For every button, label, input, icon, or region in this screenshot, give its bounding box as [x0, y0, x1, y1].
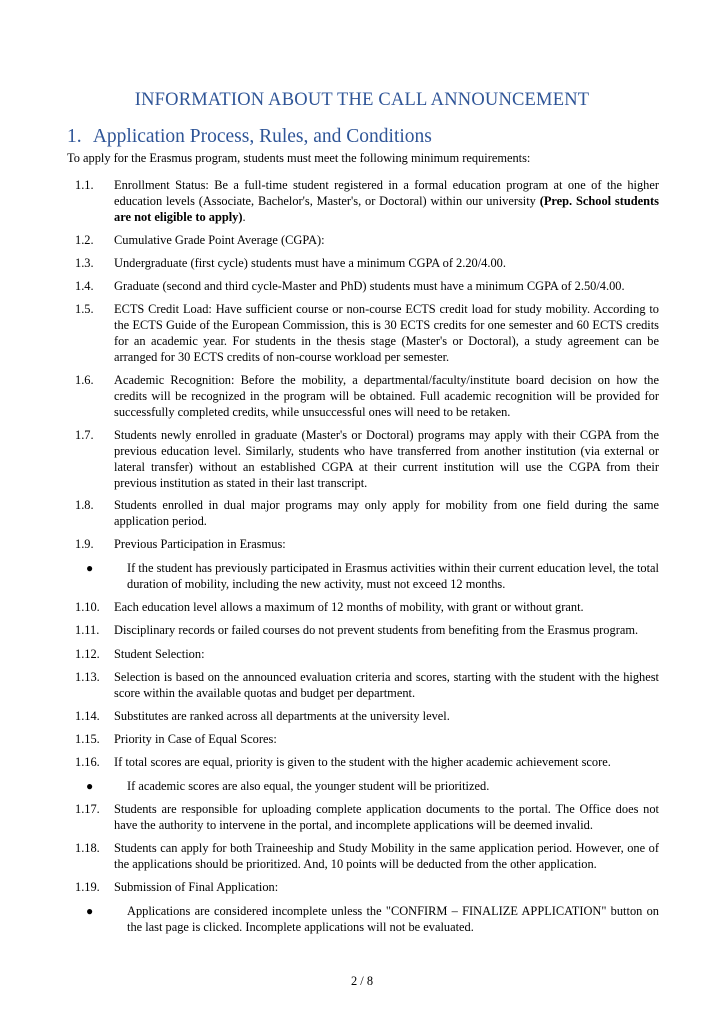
item-text: If total scores are equal, priority is given to the student with the higher academic achievement score.: [114, 755, 611, 769]
item-text: Previous Participation in Erasmus:: [114, 537, 286, 551]
item-text-main: Enrollment Status: Be a full-time student registered in a formal education program at one of the higher education levels (Associate, Bachelor's, Master's, or Doctoral) within our university: [114, 178, 659, 208]
item-number: 1.8.: [75, 498, 94, 512]
item-text: ECTS Credit Load: Have sufficient course or non-course ECTS credit load for study mobility. According to the ECTS Guide of the European Commission, this is 30 ECTS credits for one semester and 60 ECTS credits for an academic year. For students in the thesis stage (Master's or Doctoral), a study agreement can be arranged for 30 ECTS credits of non-course workload per semester.: [114, 302, 659, 364]
item-text: If academic scores are also equal, the younger student will be prioritized.: [127, 779, 490, 793]
item-number: 1.7.: [75, 428, 94, 442]
item-text-tail: .: [242, 210, 246, 224]
item-number: 1.17.: [75, 802, 100, 816]
bullet-dot-icon: ●: [86, 561, 94, 575]
section-intro: To apply for the Erasmus program, students must meet the following minimum requirements:: [67, 151, 531, 165]
item-number: 1.11.: [75, 623, 100, 637]
item-text: Selection is based on the announced evaluation criteria and scores, starting with the student with the highest score within the available quotas and budget per department.: [114, 670, 659, 700]
item-number: 1.13.: [75, 670, 100, 684]
section-heading: [67, 126, 432, 148]
item-number: 1.9.: [75, 537, 94, 551]
item-text: Submission of Final Application:: [114, 880, 279, 894]
item-number: 1.2.: [75, 233, 94, 247]
item-text: Cumulative Grade Point Average (CGPA):: [114, 233, 325, 247]
item-number: 1.16.: [75, 755, 100, 769]
page-title: INFORMATION ABOUT THE CALL ANNOUNCEMENT: [134, 90, 590, 110]
item-text-bold: (Prep. School students are not eligible to apply): [114, 194, 659, 224]
item-number: 1.6.: [75, 373, 94, 387]
item-number: 1.1.: [75, 178, 94, 192]
item-text: Students enrolled in dual major programs may only apply for mobility from one field during the same application period.: [114, 498, 659, 528]
item-number: 1.10.: [75, 600, 100, 614]
item-text: Priority in Case of Equal Scores:: [114, 732, 277, 746]
section-title: Application Process, Rules, and Conditions: [92, 126, 432, 147]
item-number: 1.12.: [75, 647, 100, 661]
item-number: 1.3.: [75, 256, 94, 270]
item-text: Graduate (second and third cycle-Master and PhD) students must have a minimum CGPA of 2.50/4.00.: [114, 279, 625, 293]
item-number: 1.4.: [75, 279, 94, 293]
item-text: Academic Recognition: Before the mobility, a departmental/faculty/institute board decision on how the credits will be recognized in the program will be obtained. Full academic recognition will be provided for successfully completed credits, while unsuccessful ones will need to be retaken.: [114, 373, 659, 419]
item-number: 1.19.: [75, 880, 100, 894]
item-text: Undergraduate (first cycle) students must have a minimum CGPA of 2.20/4.00.: [114, 256, 506, 270]
item-text: Applications are considered incomplete unless the "CONFIRM – FINALIZE APPLICATION" button on the last page is clicked. Incomplete applications will not be evaluated.: [127, 904, 659, 934]
item-text: [114, 177, 659, 225]
item-text: Students can apply for both Traineeship and Study Mobility in the same application period. However, one of the applications should be prioritized. And, 10 points will be deducted from the other application.: [114, 841, 659, 871]
item-text: Students are responsible for uploading complete application documents to the portal. The Office does not have the authority to intervene in the portal, and incomplete applications will be deemed invalid.: [114, 802, 659, 832]
item-text: If the student has previously participated in Erasmus activities within their current education level, the total duration of mobility, including the new activity, must not exceed 12 months.: [127, 561, 659, 591]
bullet-dot-icon: ●: [86, 779, 94, 793]
item-text: Substitutes are ranked across all departments at the university level.: [114, 709, 450, 723]
item-number: 1.18.: [75, 841, 100, 855]
bullet-dot-icon: ●: [86, 904, 94, 918]
item-number: 1.14.: [75, 709, 100, 723]
section-number: 1.: [67, 126, 82, 147]
item-text: Students newly enrolled in graduate (Master's or Doctoral) programs may apply with their CGPA from the previous education level. Similarly, students who have transferred from another institution (via external or lateral transfer) without an established CGPA at their current institution will use the CGPA from their previous institution as stated in their last transcript.: [114, 428, 659, 490]
item-text: Student Selection:: [114, 647, 205, 661]
item-number: 1.15.: [75, 732, 100, 746]
item-number: 1.5.: [75, 302, 94, 316]
page-number: 2 / 8: [350, 974, 374, 988]
item-text: Each education level allows a maximum of 12 months of mobility, with grant or without grant.: [114, 600, 584, 614]
item-text: Disciplinary records or failed courses do not prevent students from benefiting from the Erasmus program.: [114, 623, 639, 637]
